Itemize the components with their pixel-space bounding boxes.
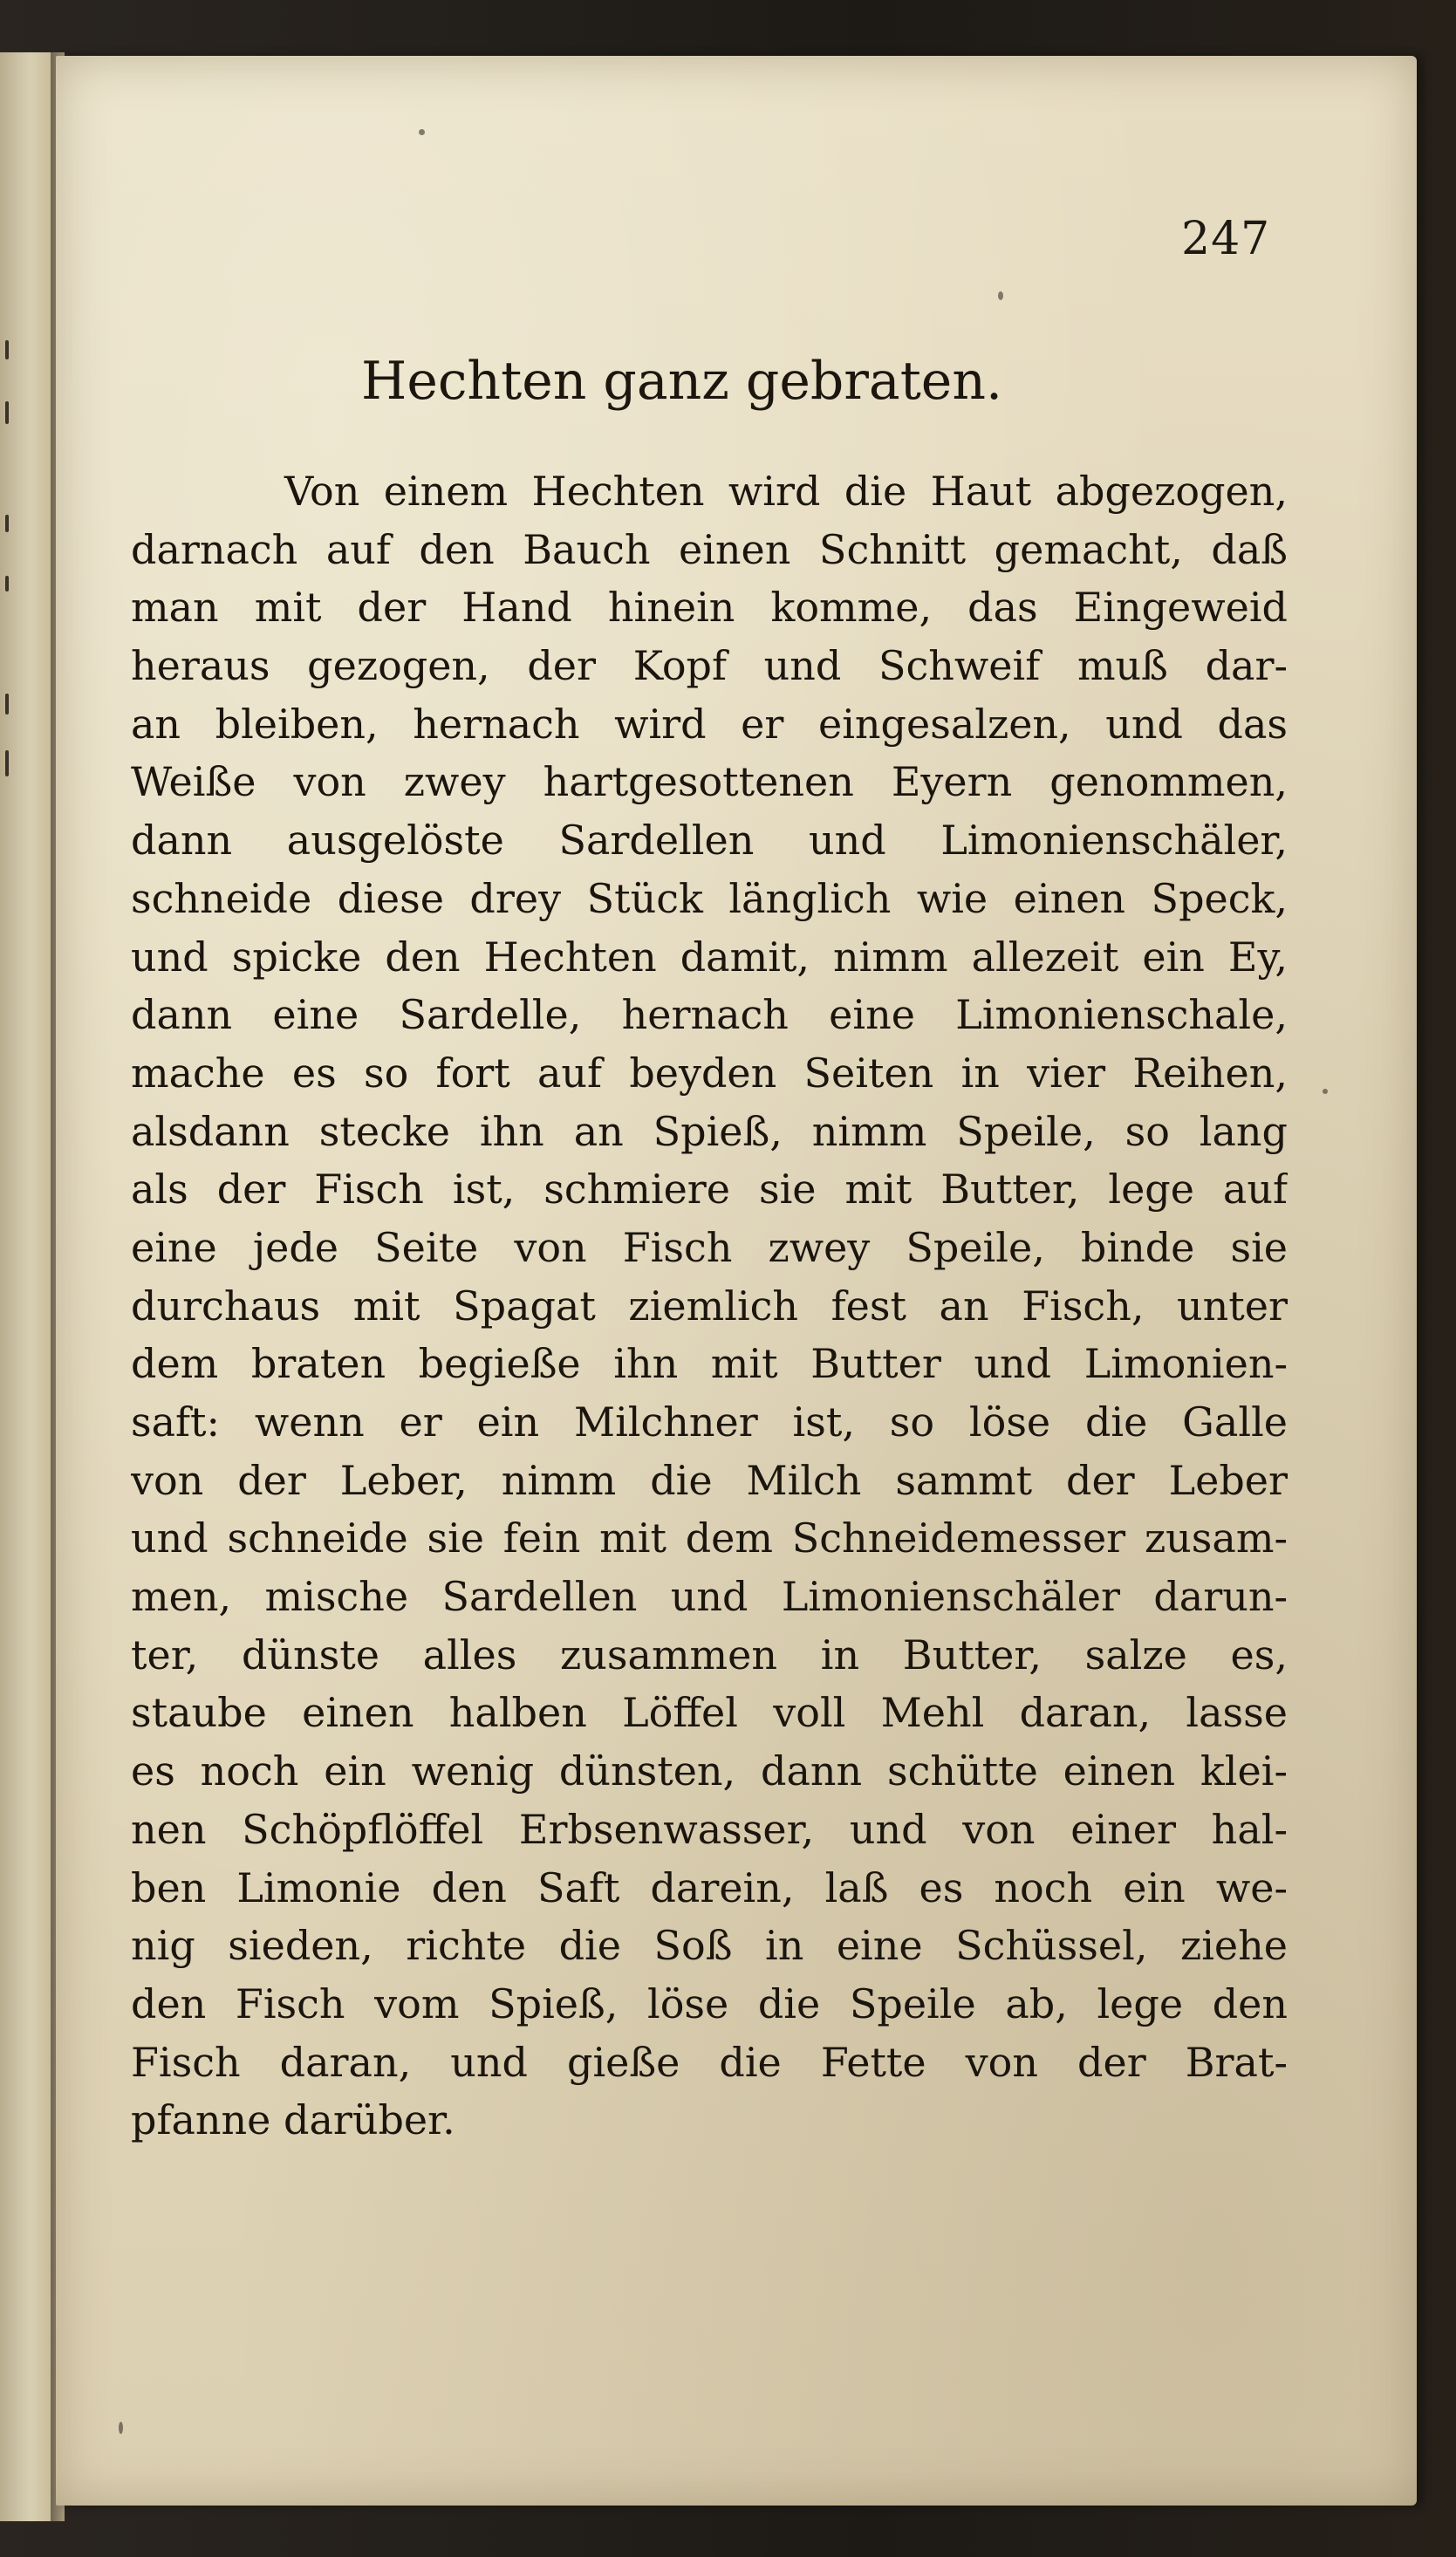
text-line: und schneide sie fein mit dem Schneidemesser zusam-: [131, 1514, 1288, 1562]
text-line: und spicke den Hechten damit, nimm allezeit ein Ey,: [131, 933, 1288, 981]
text-line: pfanne darüber.: [131, 2096, 455, 2144]
text-line: Fisch daran, und gieße die Fette von der Brat-: [131, 2038, 1288, 2086]
text-line: von der Leber, nimm die Milch sammt der Leber: [131, 1456, 1288, 1504]
text-line: dann ausgelöste Sardellen und Limonienschäler,: [131, 817, 1288, 865]
text-line: darnach auf den Bauch einen Schnitt gemacht, daß: [131, 525, 1288, 573]
text-line: men, mische Sardellen und Limonienschäler darun-: [131, 1573, 1288, 1621]
text-line: man mit der Hand hinein komme, das Eingeweid: [131, 584, 1288, 632]
text-line: ben Limonie den Saft darein, laß es noch ein we-: [131, 1863, 1288, 1911]
text-line: es noch ein wenig dünsten, dann schütte einen klei-: [131, 1747, 1288, 1795]
facing-page-edge: [0, 52, 53, 2521]
text-line: Von einem Hechten wird die Haut abgezogen,: [284, 468, 1288, 515]
book-page: [56, 56, 1417, 2506]
text-line: schneide diese drey Stück länglich wie einen Speck,: [131, 874, 1288, 922]
facing-page-marks: [0, 52, 51, 2521]
ink-speck: [119, 2422, 123, 2434]
text-line: mache es so fort auf beyden Seiten in vier Reihen,: [131, 1049, 1288, 1097]
text-line: dann eine Sardelle, hernach eine Limonienschale,: [131, 991, 1288, 1039]
ink-speck: [998, 291, 1003, 300]
text-line: heraus gezogen, der Kopf und Schweif muß dar-: [131, 642, 1288, 690]
page-number: 247: [1181, 213, 1271, 265]
text-line: alsdann stecke ihn an Spieß, nimm Speile, so lang: [131, 1107, 1288, 1155]
ink-speck: [1323, 1089, 1328, 1094]
text-line: nig sieden, richte die Soß in eine Schüssel, ziehe: [131, 1922, 1288, 1970]
text-line: ter, dünste alles zusammen in Butter, salze es,: [131, 1631, 1288, 1678]
text-line: nen Schöpflöffel Erbsenwasser, und von einer hal-: [131, 1805, 1288, 1853]
text-line: durchaus mit Spagat ziemlich fest an Fisch, unter: [131, 1282, 1288, 1330]
recipe-heading: Hechten ganz gebraten.: [361, 351, 1003, 412]
text-line: dem braten begieße ihn mit Butter und Limonien-: [131, 1340, 1288, 1388]
text-line: als der Fisch ist, schmiere sie mit Butter, lege auf: [131, 1166, 1288, 1214]
ink-speck: [419, 129, 425, 135]
recipe-body: [131, 462, 1288, 2150]
text-line: eine jede Seite von Fisch zwey Speile, binde sie: [131, 1223, 1288, 1271]
text-line: staube einen halben Löffel voll Mehl daran, lasse: [131, 1689, 1288, 1737]
text-line: saft: wenn er ein Milchner ist, so löse die Galle: [131, 1398, 1288, 1446]
text-line: an bleiben, hernach wird er eingesalzen, und das: [131, 700, 1288, 748]
text-line: den Fisch vom Spieß, löse die Speile ab, lege den: [131, 1979, 1288, 2027]
text-line: Weiße von zwey hartgesottenen Eyern genommen,: [131, 758, 1288, 806]
